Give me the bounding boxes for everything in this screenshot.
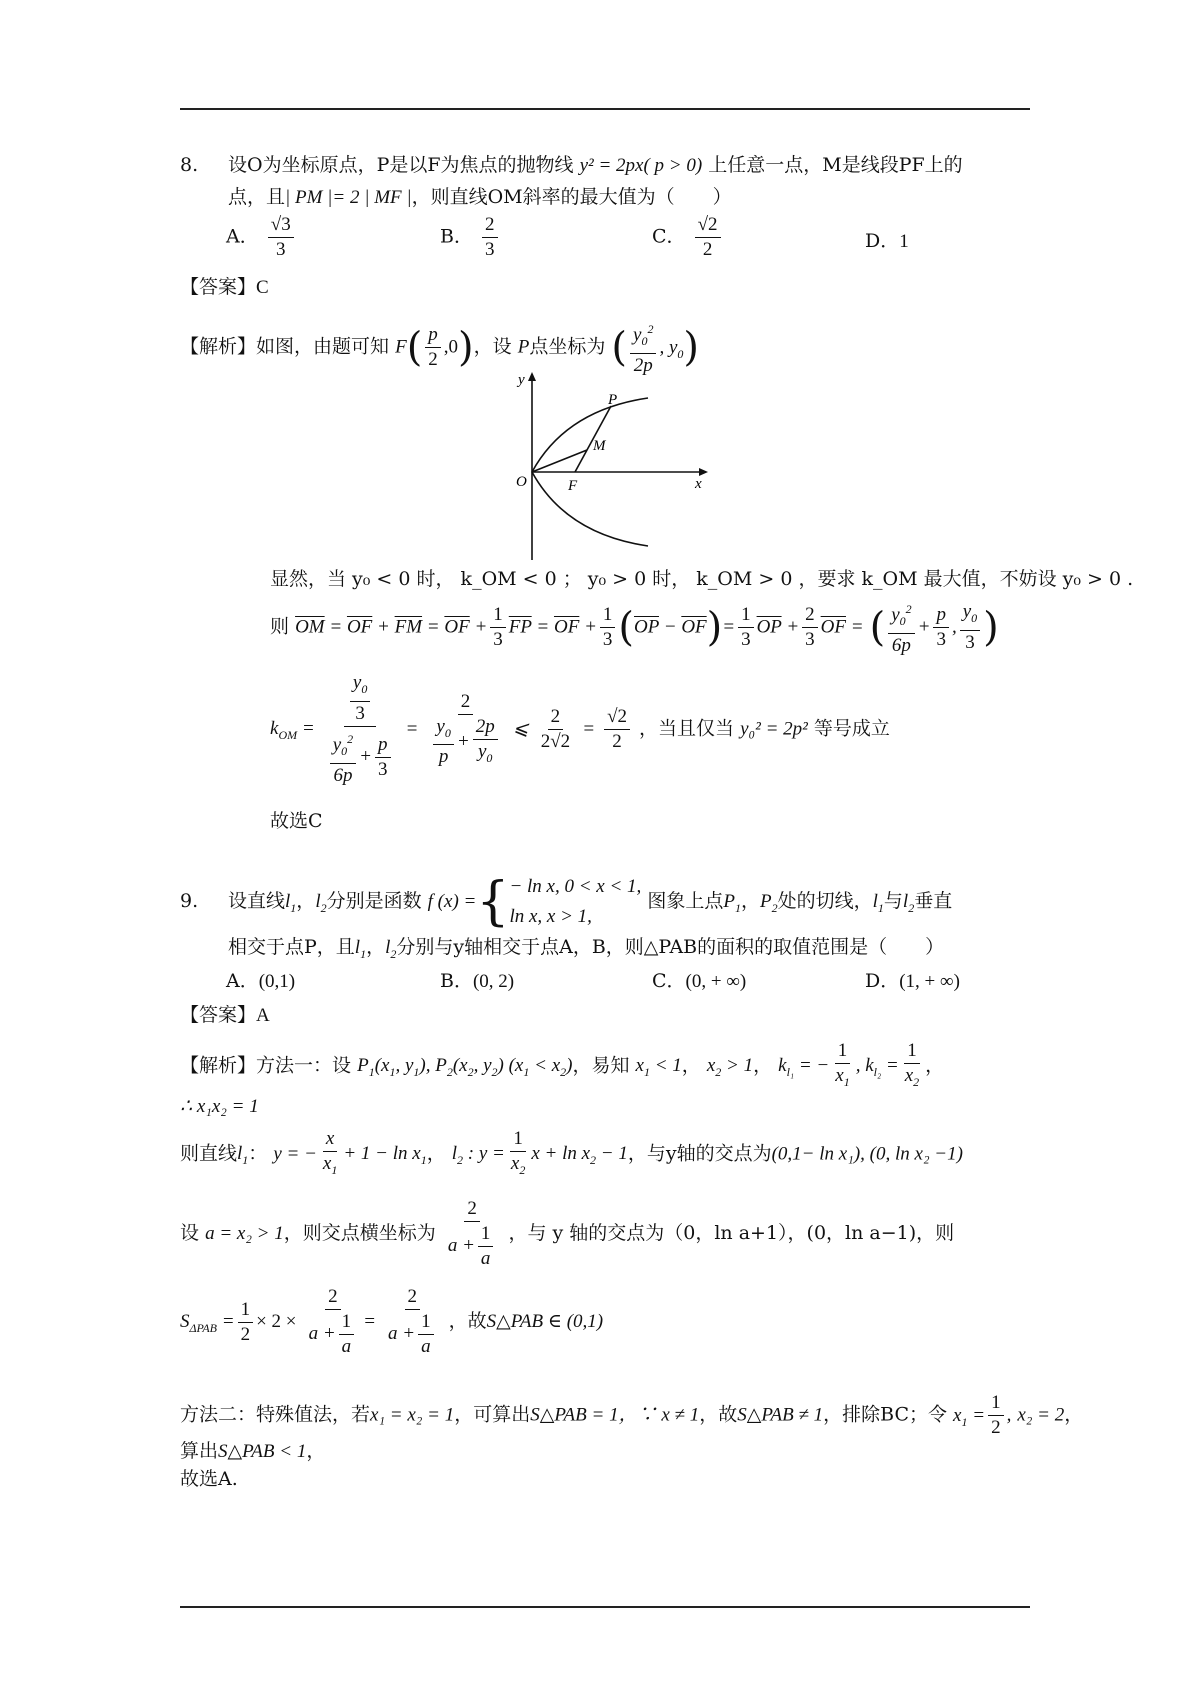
q9-option-d[interactable]: D．(1, + ∞) (865, 970, 960, 992)
q9-option-a[interactable]: A．(0,1) (226, 970, 296, 992)
q9-substitution: 设 a = x₂ > 1，则交点横坐标为 2 a + $\frac{1}{a}$ ，与 y 轴的交点为（0，ln a+1），(0，ln a−1)，则 (180, 1198, 955, 1269)
label-y: y (518, 372, 525, 388)
label-x: x (695, 476, 702, 492)
q8-stem-line2: 点，且| PM |= 2 | MF |，则直线OM斜率的最大值为（ ） (228, 186, 732, 208)
q9-method2: 方法二：特殊值法，若x₁ = x₂ = 1，可算出S△PAB = 1，∵ x ≠ 1，故S△PAB ≠ 1，排除BC；令 $x_1$ = $\frac{1}{2}$ , x₂ = 2， (180, 1392, 1084, 1438)
segment-om (532, 450, 587, 472)
q9-conclusion: 故选A. (180, 1468, 238, 1490)
q8-conclusion: 故选C (270, 810, 323, 832)
q8-option-d[interactable]: D．1 (865, 230, 909, 252)
q9-stem-line2: 相交于点P，且$l_1$，$l_2$分别与y轴相交于点A，B，则△PAB的面积的取值范围是（ ） (228, 936, 945, 961)
q8-option-b[interactable]: B． $\frac{2}{3}$ (440, 214, 501, 261)
label-f: F (568, 478, 578, 494)
q9-tangent-lines: 则直线$l_1$： y = − $\frac{x}{x_1}$ + $1 - \ln x_1$， $l_2$ : y = $\frac{1}{x_2}$ $x + \ln x_2 - 1$，与y轴的交点为(0,1− ln x₁), (0, ln x₂ −1) (180, 1128, 963, 1177)
q9-method2-result: 算出S△PAB < 1， (180, 1440, 326, 1462)
q9-number: 9. (180, 890, 199, 912)
q9-option-b[interactable]: B．(0, 2) (440, 970, 515, 992)
label-p: P (608, 392, 618, 408)
q8-analysis-line1: 【解析】如图，由题可知 F( $\frac{p}{2}$ ,0)，设 P点坐标为 ( $\frac{y_0^2}{2p}$ , $y_0$) (180, 318, 699, 377)
q8-option-c[interactable]: C． $\frac{√2}{2}$ (652, 214, 724, 261)
q8-number: 8. (180, 154, 199, 176)
q8-vector-equation: 则 $\overline{OM} = \overline{OF} + \overline{FM} = \overline{OF}$ + $\frac{1}{3}$ $\overline{FP} = \overline{OF}$ + $\frac{1}{3}$ $(\overline{OP} - \overline{OF})=$ $\frac{1}{3}$ $\overline{OP}$ + $\frac{2}{3}$ $\overline{OF}$ = ( $\frac{y_0^2}{6p}$ + $\frac{p}{3}$ , $\frac{y_0}{3}$ ) (270, 598, 999, 657)
q8-answer: 【答案】C (180, 276, 269, 298)
q9-product: ∴ x₁x₂ = 1 (180, 1096, 259, 1117)
q8-stem-line1: 设O为坐标原点，P是以F为焦点的抛物线 y² = 2px( p > 0) 上任意一点，M是线段PF上的 (228, 154, 963, 176)
footer-rule (180, 1606, 1030, 1608)
label-o: O (516, 474, 527, 490)
header-rule (180, 108, 1030, 110)
q8-option-a[interactable]: A． $\frac{√3}{3}$ (226, 214, 297, 261)
q9-stem-line1: 设直线$l_1$，$l_2$分别是函数 f (x) ={− ln x, 0 < x < 1, ln x, x > 1, 图象上点$P_1$，$P_2$处的切线，$l_1$与$l_2$垂直 (228, 872, 953, 932)
label-m: M (593, 438, 606, 454)
q9-answer: 【答案】A (180, 1004, 270, 1026)
q8-slope-equation: $k_{OM}$ = $\frac{y_0}{3}$ $\frac{y_0^2}{6p}$ + $\frac{p}{3}$ = 2 $\frac{y_0}{p}$ + $\frac{2p}{y_0}$ ⩽ $\frac{2}{2√2}$ = $\frac{√2}{2}$ ，当且仅当 y₀² = 2p² 等号成立 (270, 672, 890, 786)
q9-analysis-line1: 【解析】方法一：设 $P_1(x_1$, $y_1$), $P_2(x_2$, $y_2$) $(x_1 < x_2)$，易知 $x_1 < 1$， $x_2 > 1$， $k_{l_1}$ = − $\frac{1}{x_1}$ , $k_{l_2}$ = $\frac{1}{x_2}$ ， (180, 1040, 945, 1089)
q9-area: $S_{\Delta PAB}$ = $\frac{1}{2}$ × 2 × 2 a + $\frac{1}{a}$ = 2 a + $\frac{1}{a}$ ，故S△PAB ∈ (0,1) (180, 1286, 604, 1357)
q9-option-c[interactable]: C．(0, + ∞) (652, 970, 747, 992)
q8-sign-discussion: 显然，当 y₀ < 0 时， k_OM < 0 ； y₀ > 0 时， k_OM > 0 ，要求 k_OM 最大值，不妨设 y₀ > 0 . (270, 568, 1134, 590)
parabola-figure (500, 370, 715, 565)
